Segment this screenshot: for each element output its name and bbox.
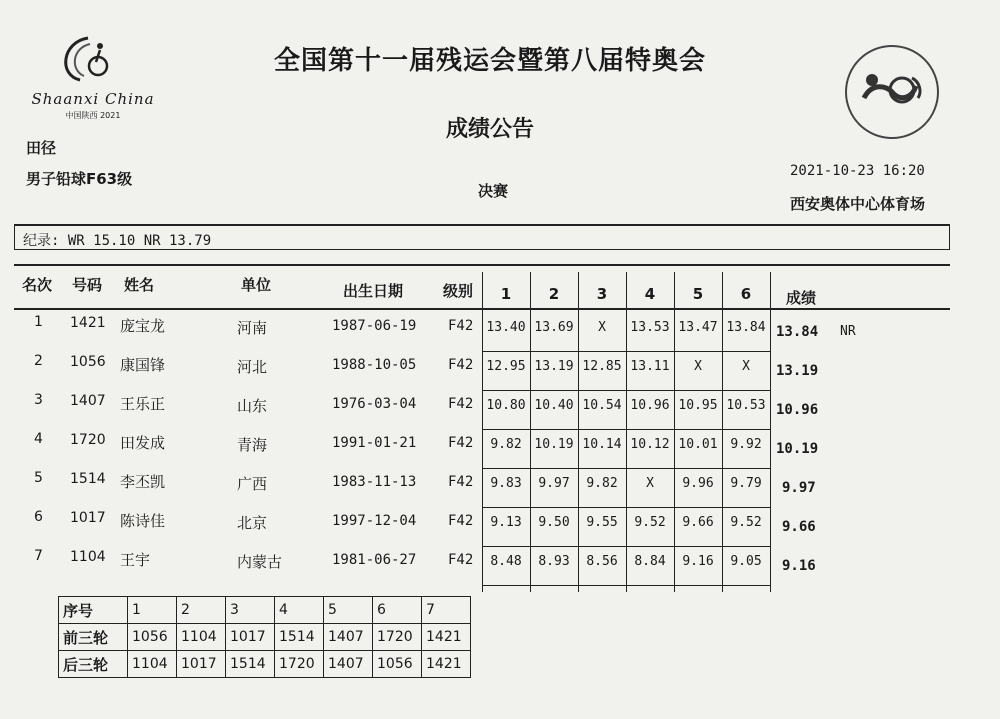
- col-attempt-4: 4: [644, 285, 656, 303]
- attempt-cell: 13.47: [678, 320, 718, 335]
- attempt-cell: 8.48: [490, 554, 522, 569]
- grid-hline: [482, 308, 770, 309]
- grid-hline: [482, 429, 770, 430]
- order-number: 6: [373, 597, 422, 624]
- order-bib: 1104: [128, 651, 177, 678]
- attempt-cell: 13.19: [534, 359, 574, 374]
- order-bib: 1720: [373, 624, 422, 651]
- row-result: 13.84: [776, 324, 819, 340]
- attempt-cell: 10.12: [630, 437, 670, 452]
- row-result: 13.19: [776, 363, 819, 379]
- order-first-row: [59, 624, 471, 651]
- col-attempt-3: 3: [596, 285, 608, 303]
- col-class: 级别: [443, 282, 474, 300]
- row-bib: 1056: [70, 354, 106, 370]
- row-result: 9.16: [782, 558, 816, 574]
- attempt-cell: X: [694, 359, 702, 374]
- phase-label: 决赛: [478, 182, 509, 200]
- records-text: 纪录: WR 15.10 NR 13.79: [23, 233, 212, 249]
- row-bib: 1720: [70, 432, 106, 448]
- order-first-label: 前三轮: [59, 624, 128, 651]
- order-number: 2: [177, 597, 226, 624]
- grid-hline: [482, 507, 770, 508]
- row-class: F42: [448, 474, 474, 490]
- attempt-cell: 10.54: [582, 398, 622, 413]
- order-number: 3: [226, 597, 275, 624]
- row-bib: 1514: [70, 471, 106, 487]
- col-rank: 名次: [22, 276, 53, 294]
- row-result: 9.97: [782, 480, 816, 496]
- order-number: 7: [422, 597, 471, 624]
- attempt-cell: 13.53: [630, 320, 670, 335]
- row-dob: 1988-10-05: [332, 357, 417, 373]
- row-dob: 1983-11-13: [332, 474, 417, 490]
- datetime-label: 2021-10-23 16:20: [790, 163, 925, 179]
- grid-hline: [482, 390, 770, 391]
- attempt-cell: 10.96: [630, 398, 670, 413]
- order-last-label: 后三轮: [59, 651, 128, 678]
- col-attempt-1: 1: [500, 285, 512, 303]
- order-bib: 1017: [177, 651, 226, 678]
- order-bib: 1056: [373, 651, 422, 678]
- order-bib: 1421: [422, 651, 471, 678]
- col-attempt-6: 6: [740, 285, 752, 303]
- order-bib: 1407: [324, 651, 373, 678]
- attempt-cell: 8.84: [634, 554, 666, 569]
- attempt-cell: 10.01: [678, 437, 718, 452]
- row-class: F42: [448, 318, 474, 334]
- attempt-cell: 10.14: [582, 437, 622, 452]
- logo-text: Shaanxi China: [31, 90, 155, 108]
- order-bib: 1056: [128, 624, 177, 651]
- col-result: 成绩: [786, 289, 817, 307]
- row-class: F42: [448, 435, 474, 451]
- header-top-rule: [14, 264, 950, 266]
- row-result: 9.66: [782, 519, 816, 535]
- attempt-cell: 10.80: [486, 398, 526, 413]
- order-bib: 1407: [324, 624, 373, 651]
- attempt-cell: 13.40: [486, 320, 526, 335]
- attempt-cell: 9.52: [730, 515, 762, 530]
- attempt-cell: 13.69: [534, 320, 574, 335]
- order-bib: 1514: [275, 624, 324, 651]
- attempt-cell: 12.85: [582, 359, 622, 374]
- col-dob: 出生日期: [343, 282, 404, 300]
- row-note: NR: [840, 324, 856, 339]
- page-title: 全国第十一届残运会暨第八届特奥会: [273, 46, 706, 76]
- grid-hline: [482, 585, 770, 586]
- row-bib: 1017: [70, 510, 106, 526]
- col-name: 姓名: [124, 276, 155, 294]
- order-header-label: 序号: [59, 597, 128, 624]
- row-class: F42: [448, 357, 474, 373]
- order-number: 4: [275, 597, 324, 624]
- attempt-cell: 10.95: [678, 398, 718, 413]
- col-attempt-5: 5: [692, 285, 704, 303]
- attempt-cell: 9.66: [682, 515, 714, 530]
- row-rank: 7: [34, 548, 43, 564]
- records-box: [14, 224, 950, 250]
- attempt-cell: 9.82: [586, 476, 618, 491]
- attempt-cell: 9.50: [538, 515, 570, 530]
- attempt-cell: 13.84: [726, 320, 766, 335]
- row-name: 康国锋: [120, 356, 166, 374]
- attempt-cell: 9.05: [730, 554, 762, 569]
- row-bib: 1407: [70, 393, 106, 409]
- event-logo: [31, 30, 155, 125]
- event-label: 男子铅球F63级: [26, 170, 133, 188]
- attempt-cell: X: [646, 476, 654, 491]
- attempt-cell: X: [598, 320, 606, 335]
- grid-hline: [482, 546, 770, 547]
- attempt-cell: 9.92: [730, 437, 762, 452]
- row-name: 王宇: [120, 551, 151, 569]
- row-rank: 6: [34, 509, 43, 525]
- attempt-cell: 9.79: [730, 476, 762, 491]
- order-last-row: [59, 651, 471, 678]
- row-name: 田发成: [120, 434, 166, 452]
- row-name: 庞宝龙: [120, 317, 166, 335]
- attempt-cell: 9.52: [634, 515, 666, 530]
- row-rank: 2: [34, 353, 43, 369]
- grid-vline: [770, 272, 771, 592]
- order-number: 5: [324, 597, 373, 624]
- sports-emblem-icon: [842, 42, 942, 142]
- row-dob: 1997-12-04: [332, 513, 417, 529]
- row-unit: 广西: [237, 475, 268, 493]
- row-dob: 1976-03-04: [332, 396, 417, 412]
- attempt-cell: 9.97: [538, 476, 570, 491]
- logo-emblem-icon: [40, 30, 150, 90]
- col-unit: 单位: [241, 276, 272, 294]
- venue-label: 西安奥体中心体育场: [790, 195, 926, 213]
- row-rank: 3: [34, 392, 43, 408]
- attempt-cell: 9.16: [682, 554, 714, 569]
- attempt-cell: 8.93: [538, 554, 570, 569]
- row-bib: 1421: [70, 315, 106, 331]
- row-rank: 4: [34, 431, 43, 447]
- sport-label: 田径: [26, 139, 57, 157]
- attempt-cell: X: [742, 359, 750, 374]
- attempt-cell: 10.19: [534, 437, 574, 452]
- row-name: 陈诗佳: [120, 512, 166, 530]
- row-unit: 河北: [237, 358, 268, 376]
- order-bib: 1421: [422, 624, 471, 651]
- row-dob: 1991-01-21: [332, 435, 417, 451]
- row-unit: 河南: [237, 319, 268, 337]
- row-class: F42: [448, 513, 474, 529]
- order-bib: 1104: [177, 624, 226, 651]
- attempt-cell: 9.96: [682, 476, 714, 491]
- col-bib: 号码: [72, 276, 103, 294]
- row-class: F42: [448, 396, 474, 412]
- row-class: F42: [448, 552, 474, 568]
- grid-hline: [482, 351, 770, 352]
- row-bib: 1104: [70, 549, 106, 565]
- order-bib: 1017: [226, 624, 275, 651]
- attempt-cell: 9.55: [586, 515, 618, 530]
- attempt-cell: 10.53: [726, 398, 766, 413]
- row-unit: 山东: [237, 397, 268, 415]
- row-rank: 1: [34, 314, 43, 330]
- grid-hline: [482, 468, 770, 469]
- row-rank: 5: [34, 470, 43, 486]
- attempt-cell: 9.13: [490, 515, 522, 530]
- order-bib: 1720: [275, 651, 324, 678]
- attempt-cell: 13.11: [630, 359, 670, 374]
- row-name: 李丕凯: [120, 473, 166, 491]
- attempt-cell: 12.95: [486, 359, 526, 374]
- logo-subtext: 中国陕西 2021: [65, 111, 121, 120]
- attempt-cell: 8.56: [586, 554, 618, 569]
- row-unit: 内蒙古: [237, 553, 283, 571]
- row-unit: 青海: [237, 436, 268, 454]
- row-dob: 1981-06-27: [332, 552, 417, 568]
- col-attempt-2: 2: [548, 285, 560, 303]
- page-subtitle: 成绩公告: [445, 117, 534, 142]
- row-result: 10.96: [776, 402, 819, 418]
- attempt-cell: 10.40: [534, 398, 574, 413]
- attempt-cell: 9.83: [490, 476, 522, 491]
- row-unit: 北京: [237, 514, 268, 532]
- order-header-row: [59, 597, 471, 624]
- order-bib: 1514: [226, 651, 275, 678]
- row-name: 王乐正: [120, 395, 166, 413]
- throw-order-table: [58, 596, 471, 678]
- attempt-cell: 9.82: [490, 437, 522, 452]
- order-number: 1: [128, 597, 177, 624]
- row-dob: 1987-06-19: [332, 318, 417, 334]
- row-result: 10.19: [776, 441, 819, 457]
